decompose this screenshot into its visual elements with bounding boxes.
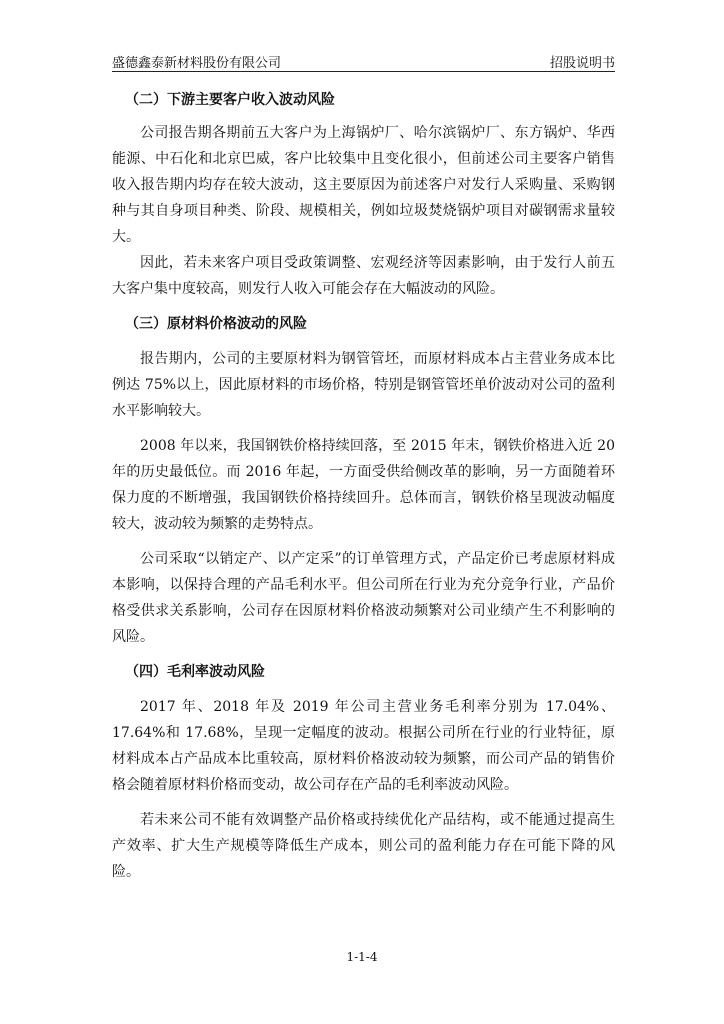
header-rule [112,71,615,72]
paragraph: 因此，若未来客户项目受政策调整、宏观经济等因素影响，由于发行人前五大客户集中度较高，则发行人收入可能会存在大幅波动的风险。 [112,255,615,297]
document-body [112,86,615,885]
paragraph: 公司报告期各期前五大客户为上海锅炉厂、哈尔滨锅炉厂、东方锅炉、华西能源、中石化和北京巴威，客户比较集中且变化很小，但前述公司主要客户销售收入报告期内均存在较大波动，这主要原因为前述客户对发行人采购量、采购钢种与其自身项目种类、阶段、规模相关，例如垃圾焚烧锅炉项目对碳钢需求量较大。 [112,125,615,245]
section-heading-customer-revenue-risk: （二）下游主要客户收入波动风险 [125,92,335,108]
paragraph: 2017 年、2018 年及 2019 年公司主营业务毛利率分别为 17.04%、17.64%和 17.68%，呈现一定幅度的波动。根据公司所在行业的行业特征，原材料成本占产品成本比重较高，原材料价格波动较为频繁，而公司产品的销售价格会随着原材料价格而变动，故公司存在产品的毛利率波动风险。 [112,699,615,793]
paragraph: 报告期内，公司的主要原材料为钢管管坯，而原材料成本占主营业务成本比例达 75%以上，因此原材料的市场价格，特别是钢管管坯单价波动对公司的盈利水平影响较大。 [112,351,615,419]
header-company-name: 盛德鑫泰新材料股份有限公司 [112,56,282,71]
page-number: 1-1-4 [346,950,378,964]
section-heading-raw-material-price-risk: （三）原材料价格波动的风险 [125,316,307,332]
paragraph: 若未来公司不能有效调整产品价格或持续优化产品结构，或不能通过提高生产效率、扩大生产规模等降低生产成本，则公司的盈利能力存在可能下降的风险。 [112,812,615,880]
paragraph: 2008 年以来，我国钢铁价格持续回落，至 2015 年末，钢铁价格进入近 20 年的历史最低位。而 2016 年起，一方面受供给侧改革的影响，另一方面随着环保力度的不断增强，我国钢铁价格持续回升。总体而言，钢铁价格呈现波动幅度较大，波动较为频繁的走势特点。 [112,438,615,532]
paragraph: 公司采取“以销定产、以产定采”的订单管理方式，产品定价已考虑原材料成本影响，以保持合理的产品毛利水平。但公司所在行业为充分竞争行业，产品价格受供求关系影响，公司存在因原材料价格波动频繁对公司业绩产生不利影响的风险。 [112,551,615,645]
header-document-type: 招股说明书 [549,56,615,71]
page-header [112,52,615,70]
section-heading-gross-margin-risk: （四）毛利率波动风险 [125,664,265,680]
